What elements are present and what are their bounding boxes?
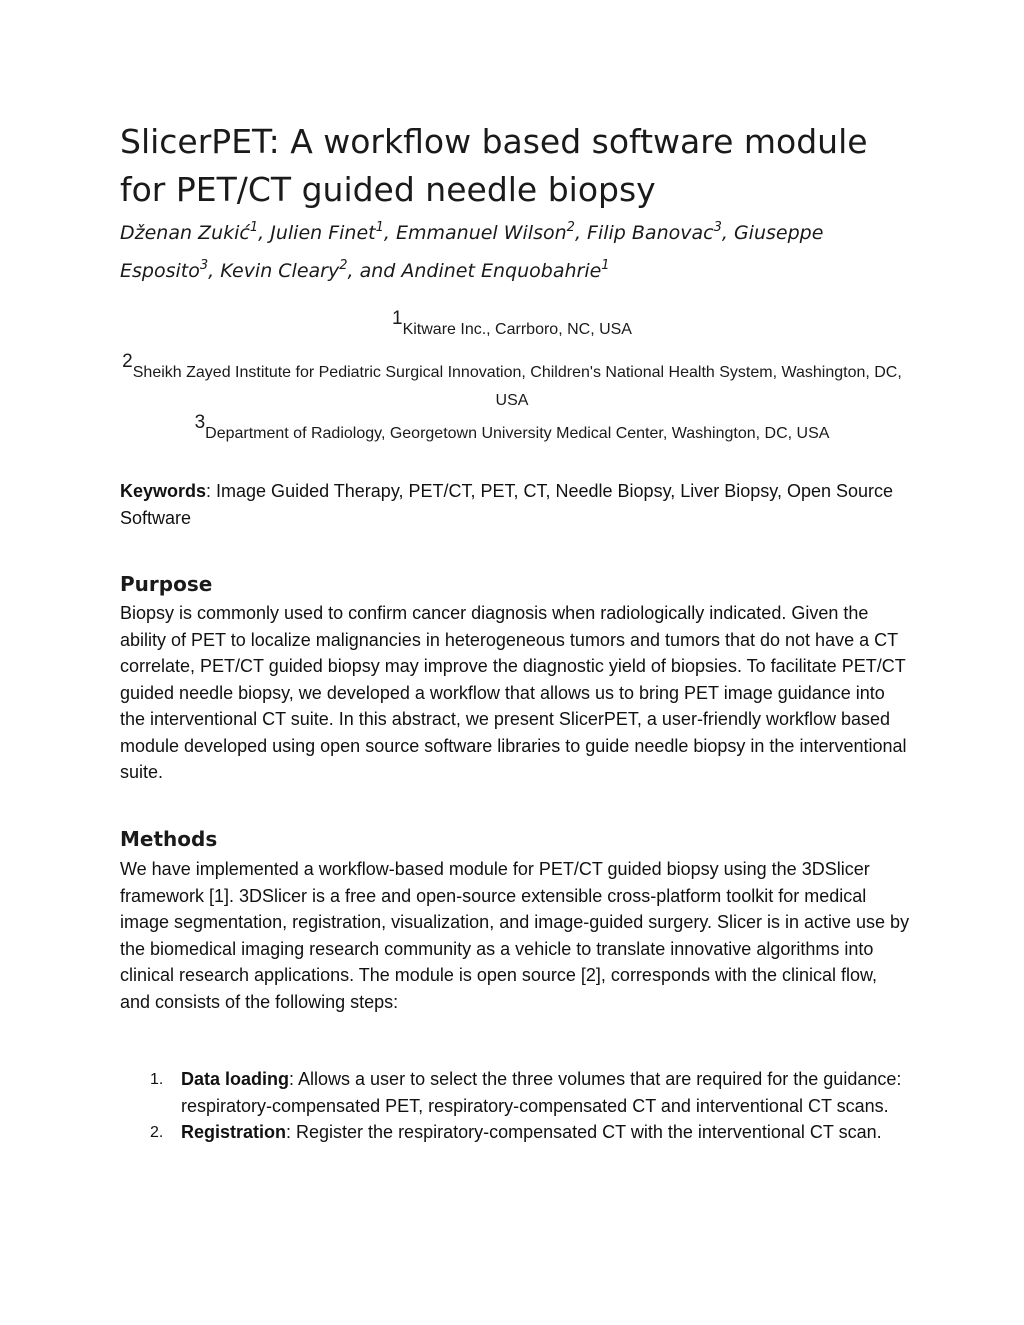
list-item-label: Registration (181, 1122, 287, 1142)
affiliation-number: 1 (392, 308, 403, 329)
affiliation-3 (120, 412, 904, 444)
methods-heading: Methods (120, 827, 218, 851)
keywords-text: : Image Guided Therapy, PET/CT, PET, CT, Needle Biopsy, Liver Biopsy, Open Source Software (120, 481, 894, 528)
author: Andinet Enquobahrie$^1$ (401, 258, 610, 282)
affiliation-number: 2 (122, 351, 133, 372)
author: Filip Banovac$^3$, (587, 220, 734, 244)
list-item-text: : Register the respiratory-compensated CT with the interventional CT scan. (286, 1122, 882, 1142)
list-item (120, 1066, 910, 1119)
author: Julien Finet$^1$, (270, 220, 396, 244)
purpose-heading: Purpose (120, 572, 213, 596)
methods-paragraph: We have implemented a workflow-based module for PET/CT guided biopsy using the 3DSlicer framework [1]. 3DSlicer is a free and open-source extensible cross-platform toolkit for medical image segmentation, registration, visualization, and image-guided surgery. Slicer is in active use by the biomedical imaging research community as a vehicle to translate innovative algorithms into clinical research applications. The module is open source [2], corresponds with the clinical flow, and consists of the following steps: (120, 859, 910, 1012)
affiliation-1 (120, 308, 904, 340)
keywords (120, 478, 910, 531)
list-item-number: 1. (150, 1071, 164, 1088)
keywords-label: Keywords (120, 481, 207, 501)
paper-title: SlicerPET: A workflow based software module for PET/CT guided needle biopsy (120, 122, 868, 209)
author-list (120, 214, 920, 290)
list-item (120, 1119, 910, 1146)
author: Giuseppe Esposito$^3$, (120, 222, 824, 282)
author: Kevin Cleary$^2$, and (220, 258, 402, 282)
affiliation-number: 3 (194, 412, 206, 433)
author: Dženan Zukić$^1$, (120, 220, 271, 244)
affiliation-text: Department of Radiology, Georgetown University Medical Center, Washington, DC, USA (205, 425, 830, 442)
list-item-number: 2. (150, 1124, 164, 1141)
steps-list (120, 1066, 910, 1146)
affiliation-2 (120, 351, 904, 415)
affiliation-text: Kitware Inc., Carrboro, NC, USA (402, 321, 632, 338)
list-item-label: Data loading (181, 1069, 290, 1089)
purpose-paragraph: Biopsy is commonly used to confirm cancer diagnosis when radiologically indicated. Given the ability of PET to localize malignancies in heterogeneous tumors and tumors that do not have a CT correlate, PET/CT guided biopsy may improve the diagnostic yield of biopsies. To facilitate PET/CT guided needle biopsy, we developed a workflow that allows us to bring PET image guidance into the interventional CT suite. In this abstract, we present SlicerPET, a user-friendly workflow based module developed using open source software libraries to guide needle biopsy in the interventional suite. (120, 603, 907, 782)
author: Emmanuel Wilson$^2$, (395, 220, 588, 244)
list-item-text: : Allows a user to select the three volumes that are required for the guidance: respiratory-compensated PET, respiratory-compensated CT and interventional CT scans. (181, 1069, 902, 1116)
affiliation-text: Sheikh Zayed Institute for Pediatric Surgical Innovation, Children's National Health System, Washington, DC, USA (132, 364, 902, 409)
